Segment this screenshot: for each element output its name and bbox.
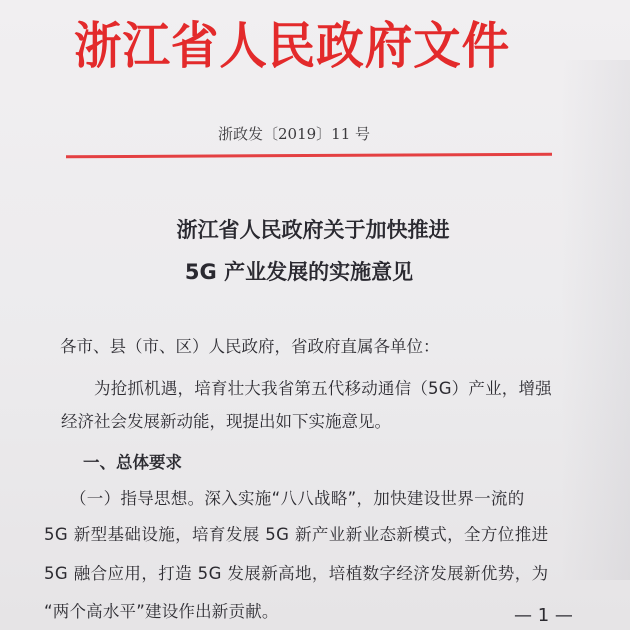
paragraph-line-4: “两个高水平”建设作出新贡献。	[44, 602, 279, 621]
page-shadow	[560, 60, 630, 580]
document-title-line-1: 浙江省人民政府关于加快推进	[176, 218, 450, 242]
document-title-line-2: 5G 产业发展的实施意见	[184, 260, 414, 284]
intro-line-2: 经济社会发展新动能，现提出如下实施意见。	[61, 412, 391, 431]
intro-line-1: 为抢抓机遇，培育壮大我省第五代移动通信（5G）产业，增强	[94, 379, 552, 398]
salutation: 各市、县（市、区）人民政府，省政府直属各单位：	[60, 337, 440, 356]
section-heading: 一、总体要求	[83, 453, 182, 472]
paragraph-line-2: 5G 新型基础设施，培育发展 5G 新产业新业态新模式，全方位推进	[44, 525, 549, 544]
page-number: — 1 —	[514, 605, 573, 626]
issuer-header: 浙江省人民政府文件	[74, 17, 511, 75]
paragraph-line-1: （一）指导思想。深入实施“八八战略”，加快建设世界一流的	[70, 489, 525, 508]
red-separator-line	[66, 153, 552, 159]
paragraph-line-3: 5G 融合应用，打造 5G 发展新高地，培植数字经济发展新优势，为	[44, 564, 549, 583]
document-number: 浙政发〔2019〕11 号	[218, 125, 371, 143]
